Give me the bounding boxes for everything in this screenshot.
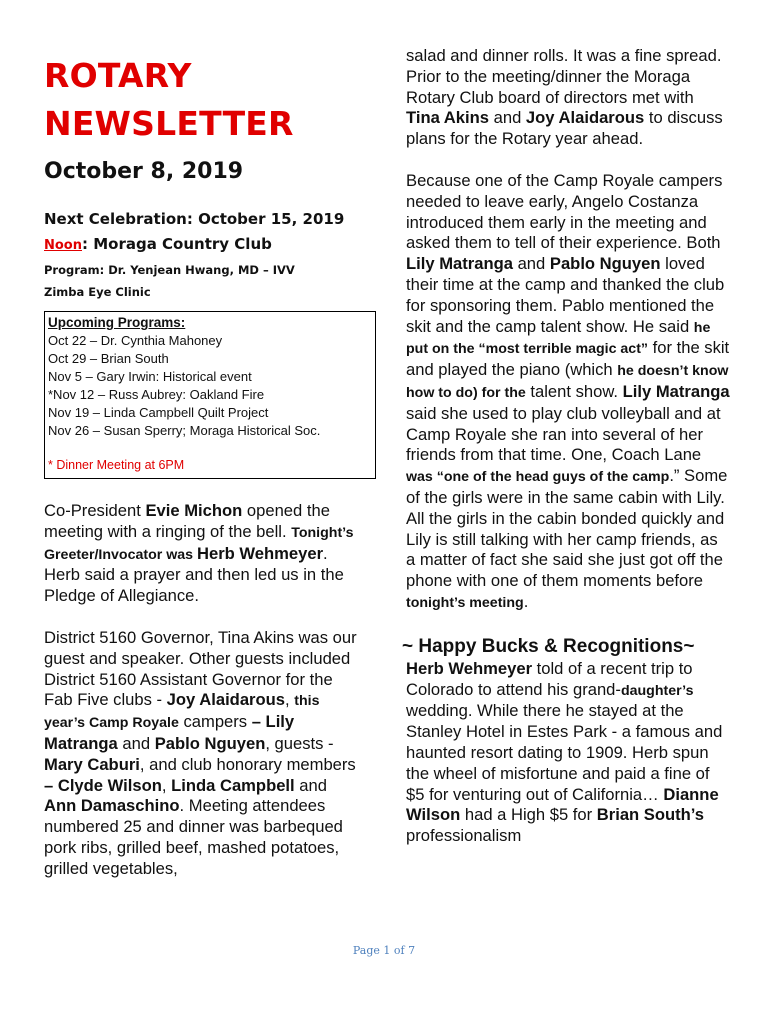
venue-line	[44, 233, 359, 257]
text-run: salad and dinner rolls. It was a fine spread.	[406, 46, 722, 65]
text-run: ,	[285, 690, 295, 710]
name-lily-matranga: Lily Matranga	[406, 254, 513, 274]
name-pablo-nguyen: Pablo Nguyen	[154, 733, 266, 753]
text-run: , guests -	[265, 733, 334, 753]
happy-bucks-heading: ~ Happy Bucks & Recognitions~	[402, 635, 695, 657]
text-run: Prior to the meeting/dinner the Moraga Rotary Club board of directors met with	[406, 66, 694, 107]
text-run: and	[489, 108, 526, 128]
text-run: and	[117, 733, 155, 753]
guests-paragraph	[44, 628, 359, 880]
quote-coach-lane: was “one of the head guys of the camp	[406, 469, 670, 486]
text-run: to discuss plans for the Rotary year ahead.	[406, 108, 723, 149]
text-run: for the skit and played the piano (which	[406, 338, 730, 380]
program-line-2: Zimba Eye Clinic	[44, 285, 151, 299]
name-joy-alaidarous: Joy Alaidarous	[525, 108, 645, 128]
text-run: told of a recent trip to Colorado to attend his grand-	[406, 658, 693, 699]
daughters-word: daughter’s	[620, 682, 694, 699]
upcoming-heading: Upcoming Programs:	[48, 315, 186, 330]
name-herb-wehmeyer: Herb Wehmeyer	[406, 658, 533, 678]
text-run: had a High $5 for	[460, 805, 597, 825]
text-run: said she used to play club volleyball and at Camp Royale she ran into several of her friends from that time. One, Coach Lane	[406, 403, 721, 465]
next-celebration: Next Celebration: October 15, 2019	[44, 210, 345, 228]
name-brian-south: Brian South’s	[596, 805, 705, 825]
upcoming-programs-box	[44, 311, 376, 479]
upcoming-item: Nov 19 – Linda Campbell Quilt Project	[48, 405, 269, 420]
left-body	[44, 501, 359, 880]
quote-magic-act: he put on the “most terrible magic act”	[406, 319, 711, 358]
text-run: and	[512, 254, 550, 274]
camp-royale-label: this year’s Camp Royale	[44, 693, 320, 732]
name-pablo-nguyen: Pablo Nguyen	[549, 254, 661, 274]
tonights-meeting: tonight’s meeting	[406, 594, 524, 611]
opening-paragraph	[44, 501, 359, 607]
text-run: Because one of the Camp Royale campers needed to leave early, Angelo Costanza introduced them early in the meeting and asked them to tell of their experience. Both	[406, 170, 723, 253]
quote-piano: he doesn’t know how to do) for the	[406, 363, 729, 401]
text-run: campers	[178, 712, 252, 732]
newsletter-title	[44, 52, 359, 148]
page-number: Page 1 of 7	[352, 944, 416, 957]
issue-date: October 8, 2019	[44, 159, 244, 184]
greeter-label: Tonight’s Greeter/Invocator was	[44, 524, 354, 563]
name-lily-matranga: Lily Matranga	[622, 381, 730, 401]
text-run: ,	[161, 775, 172, 795]
name-linda-campbell: Linda Campbell	[171, 775, 295, 795]
venue-name: : Moraga Country Club	[82, 235, 272, 253]
dinner-board-paragraph	[406, 46, 731, 150]
noon-label: Noon	[44, 238, 82, 253]
program-line-1: Program: Dr. Yenjean Hwang, MD – IVV	[44, 263, 295, 277]
upcoming-item: *Nov 12 – Russ Aubrey: Oakland Fire	[48, 387, 265, 402]
name-clyde-wilson: – Clyde Wilson	[44, 775, 162, 795]
upcoming-item: Nov 26 – Susan Sperry; Moraga Historical Soc.	[48, 423, 321, 438]
text-run: District 5160 Governor, Tina Akins was our guest and speaker. Other guests included District 5160 Assistant Governor for the Fab Five clubs -	[44, 627, 357, 710]
text-run: loved their time at the camp and thanked the club for sponsoring them. Pablo mentioned the skit and the camp talent show. He said	[406, 254, 725, 336]
text-run: wedding. While there he stayed at the Stanley Hotel in Estes Park - a famous and haunted resort dating to 1909. Herb spun the wheel of misfortune and paid a fine of $5 for venturing out of California…	[406, 701, 723, 804]
name-ann-damaschino: Ann Damaschino	[44, 796, 180, 816]
camp-royale-paragraph	[406, 171, 731, 614]
text-run: . Meeting attendees numbered 25 and dinner was barbequed pork ribs, grilled beef, mashed potatoes, grilled vegetables,	[44, 796, 343, 878]
happy-bucks-paragraph	[406, 659, 731, 847]
text-run: professionalism	[406, 826, 522, 846]
name-evie-michon: Evie Michon	[145, 501, 243, 520]
title-line-2: NEWSLETTER	[44, 104, 294, 143]
left-column	[44, 52, 359, 901]
title-line-1: ROTARY	[44, 56, 192, 95]
name-mary-caburi: Mary Caburi	[44, 754, 140, 774]
text-run: opened the meeting with a ringing of the bell.	[44, 501, 330, 541]
right-column	[402, 46, 731, 868]
name-dianne-wilson: Dianne Wilson	[406, 784, 719, 825]
upcoming-item: Nov 5 – Gary Irwin: Historical event	[48, 369, 252, 384]
text-run: and	[294, 775, 327, 795]
text-run: .” Some of the girls were in the same cabin with Lily. All the girls in the cabin bonded quickly and Lily is still talking with her camp friends, as a matter of fact she said she just got off the phone with one of them moments before	[406, 466, 728, 591]
name-herb-wehmeyer: Herb Wehmeyer	[196, 543, 324, 563]
name-joy-alaidarous: Joy Alaidarous	[166, 690, 285, 710]
upcoming-item: Oct 22 – Dr. Cynthia Mahoney	[48, 333, 223, 348]
upcoming-item: Oct 29 – Brian South	[48, 351, 169, 366]
dinner-note: * Dinner Meeting at 6PM	[48, 458, 185, 472]
text-run: , and club honorary members	[139, 754, 356, 774]
name-lily-matranga: – Lily Matranga	[44, 712, 295, 753]
text-run: .	[523, 591, 529, 611]
name-tina-akins: Tina Akins	[406, 108, 489, 128]
text-run: talent show.	[525, 381, 623, 401]
text-run: . Herb said a prayer and then led us in the Pledge of Allegiance.	[44, 543, 344, 606]
text-run: Co-President	[44, 501, 146, 520]
